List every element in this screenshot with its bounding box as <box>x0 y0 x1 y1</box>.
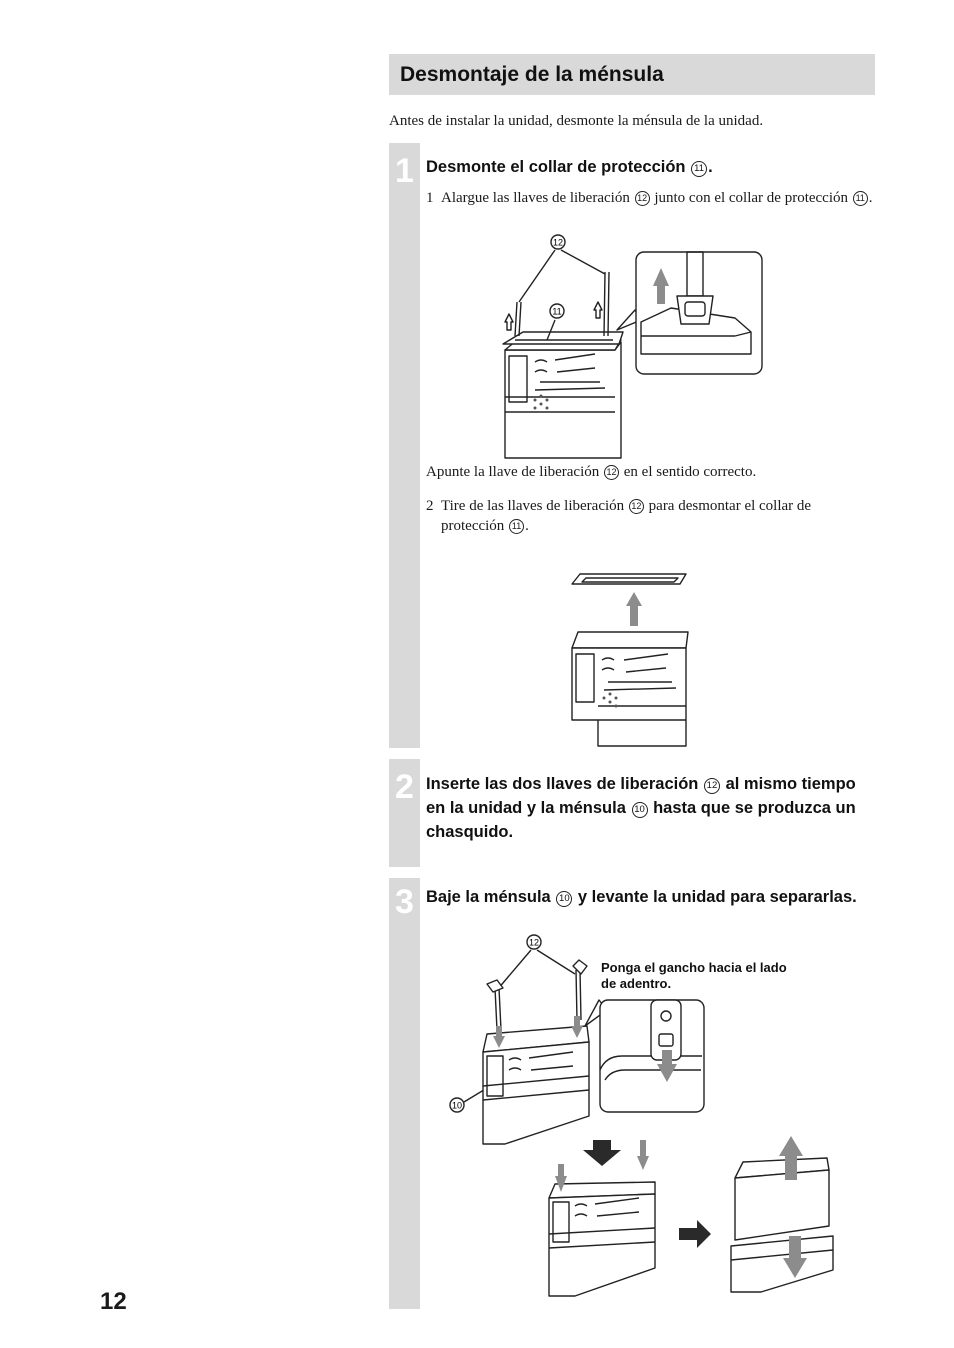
label-release-keys: 12 <box>552 237 564 248</box>
step-3-heading: Baje la ménsula 10 y levante la unidad para separarlas. <box>426 888 857 906</box>
substep-1-1: 1 Alargue las llaves de liberación 12 junto con el collar de protección 11 . <box>426 190 873 206</box>
ref-circle: 11 <box>509 519 524 534</box>
step-1-band <box>389 143 420 748</box>
down-arrow-black <box>583 1140 621 1166</box>
step-3-number: 3 <box>395 883 414 921</box>
figure-separation <box>445 930 845 1305</box>
step-1-heading: Desmonte el collar de protección 11 . <box>426 158 713 176</box>
hook-callout: Ponga el gancho hacia el lado de adentro. <box>601 960 787 991</box>
ref-circle: 10 <box>556 891 572 907</box>
step-3-band <box>389 878 420 1309</box>
right-arrow-black <box>679 1220 711 1248</box>
substep-1-2: 2 Tire de las llaves de liberación 12 para desmontar el collar de protección 11 . <box>426 498 812 534</box>
release-key-left <box>495 988 497 1030</box>
label-collar: 11 <box>552 306 562 317</box>
up-arrow <box>626 592 642 626</box>
release-key-left <box>515 302 517 336</box>
ref-circle: 12 <box>704 778 720 794</box>
section-header <box>389 54 875 95</box>
page-number: 12 <box>100 1288 127 1315</box>
ref-circle: 11 <box>691 161 707 177</box>
section-title: Desmontaje de la ménsula <box>400 62 664 86</box>
protection-collar <box>503 332 623 344</box>
figure-release-keys <box>495 232 770 462</box>
step-1-number: 1 <box>395 152 414 190</box>
step-2-band <box>389 759 420 867</box>
intro-text: Antes de instalar la unidad, desmonte la ménsula de la unidad. <box>389 113 764 129</box>
step-2-number: 2 <box>395 768 414 806</box>
ref-circle: 12 <box>635 191 650 206</box>
orientation-note: Apunte la llave de liberación 12 en el sentido correcto. <box>426 464 757 480</box>
bracket-lowered <box>731 1236 833 1292</box>
release-key-right <box>604 272 605 336</box>
label-bracket: 10 <box>451 1100 463 1111</box>
ref-circle: 10 <box>632 802 648 818</box>
unit-lifted <box>735 1170 829 1240</box>
release-key-right <box>576 970 577 1020</box>
ref-circle: 11 <box>853 191 868 206</box>
ref-circle: 12 <box>629 499 644 514</box>
figure-collar-removal <box>568 570 693 750</box>
ref-circle: 12 <box>604 465 619 480</box>
label-release-keys: 12 <box>528 937 540 948</box>
step-2-heading: Inserte las dos llaves de liberación 12 al mismo tiempo en la unidad y la ménsula 10 hasta que se produzca un chasquido. <box>426 775 856 841</box>
unit-body <box>572 648 686 746</box>
